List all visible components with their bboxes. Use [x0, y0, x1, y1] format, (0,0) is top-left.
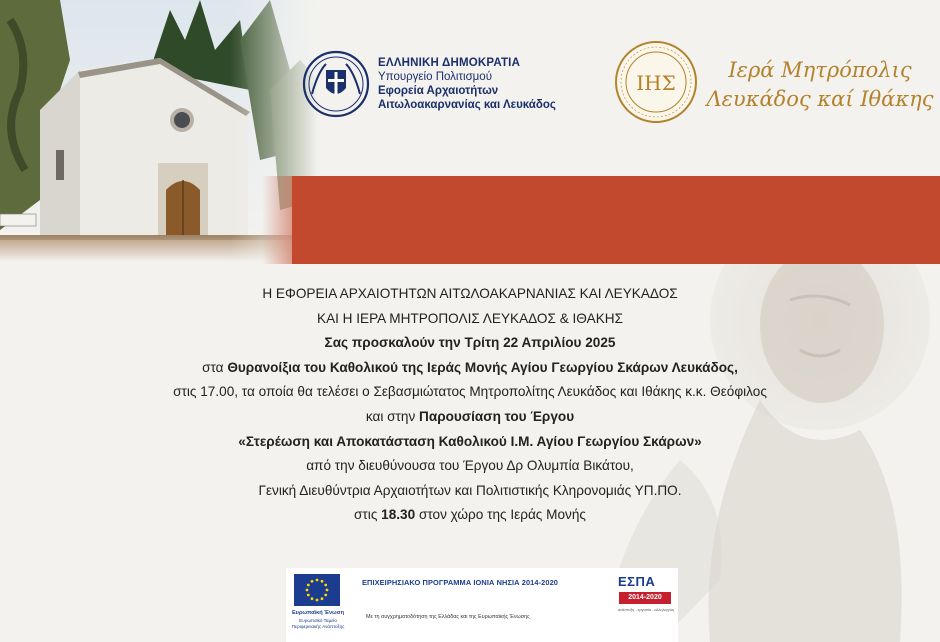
espa-years: 2014-2020: [619, 592, 671, 604]
invitation-line-6-pre: και στην: [365, 408, 420, 424]
presentation-label: Παρουσίαση του Έργου: [419, 408, 575, 424]
ministry-logo: [302, 46, 602, 122]
invitation-text: [0, 282, 940, 528]
presentation-time: 18.30: [381, 507, 416, 523]
metropolis-line-2: Λευκάδος καί Ιθάκης: [706, 86, 934, 111]
eu-label: Ευρωπαϊκή Ένωση: [291, 610, 345, 616]
metropolis-line-1: Ιερά Μητρόπολις: [728, 58, 912, 82]
greek-state-emblem-icon: [302, 50, 370, 118]
ministry-line-3: Εφορεία Αρχαιοτήτων: [378, 85, 499, 97]
invitation-line-4: [0, 356, 940, 381]
invitation-line-10-pre: στις: [354, 507, 382, 523]
invitation-line-6: [0, 405, 940, 430]
cofinance-note: Με τη συγχρηματοδότηση της Ελλάδας και της Ευρωπαϊκής Ένωσης: [366, 614, 530, 620]
invitation-line-5: στις 17.00, τα οποία θα τελέσει ο Σεβασμιώτατος Μητροπολίτης Λευκάδος και Ιθάκης κ.κ. Θεόφιλος: [173, 384, 767, 400]
invitation-line-8: από την διευθύνουσα του Έργου Δρ Ολυμπία Βικάτου,: [306, 458, 634, 474]
operational-programme-title: ΕΠΙΧΕΙΡΗΣΙΑΚΟ ΠΡΟΓΡΑΜΜΑ ΙΟΝΙΑ ΝΗΣΙΑ 2014-2020: [362, 578, 558, 587]
project-title: «Στερέωση και Αποκατάσταση Καθολικού Ι.Μ. Αγίου Γεωργίου Σκάρων»: [238, 433, 702, 449]
ministry-line-2: Υπουργείο Πολιτισμού: [378, 70, 492, 83]
ministry-line-4: Αιτωλοακαρνανίας και Λευκάδος: [378, 99, 556, 112]
invitation-line-3: [0, 331, 940, 356]
invitation-line-10: [0, 503, 940, 528]
espa-logo-icon: ΕΣΠΑ: [618, 574, 656, 589]
invitation-line-2: ΚΑΙ Η ΙΕΡΑ ΜΗΤΡΟΠΟΛΙΣ ΛΕΥΚΑΔΟΣ & ΙΘΑΚΗΣ: [317, 310, 623, 326]
event-name: Θυρανοίξια του Καθολικού της Ιεράς Μονής Αγίου Γεωργίου Σκάρων Λευκάδος,: [227, 359, 738, 375]
decorative-red-band: [292, 176, 940, 264]
invitation-date: Σας προσκαλούν την Τρίτη 22 Απριλίου 2025: [324, 335, 616, 351]
eu-fund-label: Ευρωπαϊκό Ταμείο Περιφερειακής Ανάπτυξης: [291, 618, 345, 629]
ministry-line-1: ΕΛΛΗΝΙΚΗ ΔΗΜΟΚΡΑΤΙΑ: [378, 56, 521, 69]
eu-flag-icon: [294, 574, 340, 606]
espa-tagline: ανάπτυξη - εργασία - αλληλεγγύη: [617, 608, 675, 612]
invitation-line-9: Γενική Διευθύντρια Αρχαιοτήτων και Πολιτιστικής Κληρονομιάς ΥΠ.ΠΟ.: [258, 482, 682, 498]
seal-monogram: ΙΗΣ: [636, 71, 676, 95]
metropolis-title: [705, 56, 935, 114]
invitation-line-4-pre: στα: [202, 359, 228, 375]
invitation-line-10-post: στον χώρο της Ιεράς Μονής: [415, 507, 586, 523]
eu-funding-banner: [286, 568, 678, 642]
metropolis-seal-icon: [614, 40, 698, 124]
invitation-line-7: [0, 430, 940, 455]
invitation-line-1: Η ΕΦΟΡΕΙΑ ΑΡΧΑΙΟΤΗΤΩΝ ΑΙΤΩΛΟΑΚΑΡΝΑΝΙΑΣ ΚΑΙ ΛΕΥΚΑΔΟΣ: [262, 286, 678, 301]
